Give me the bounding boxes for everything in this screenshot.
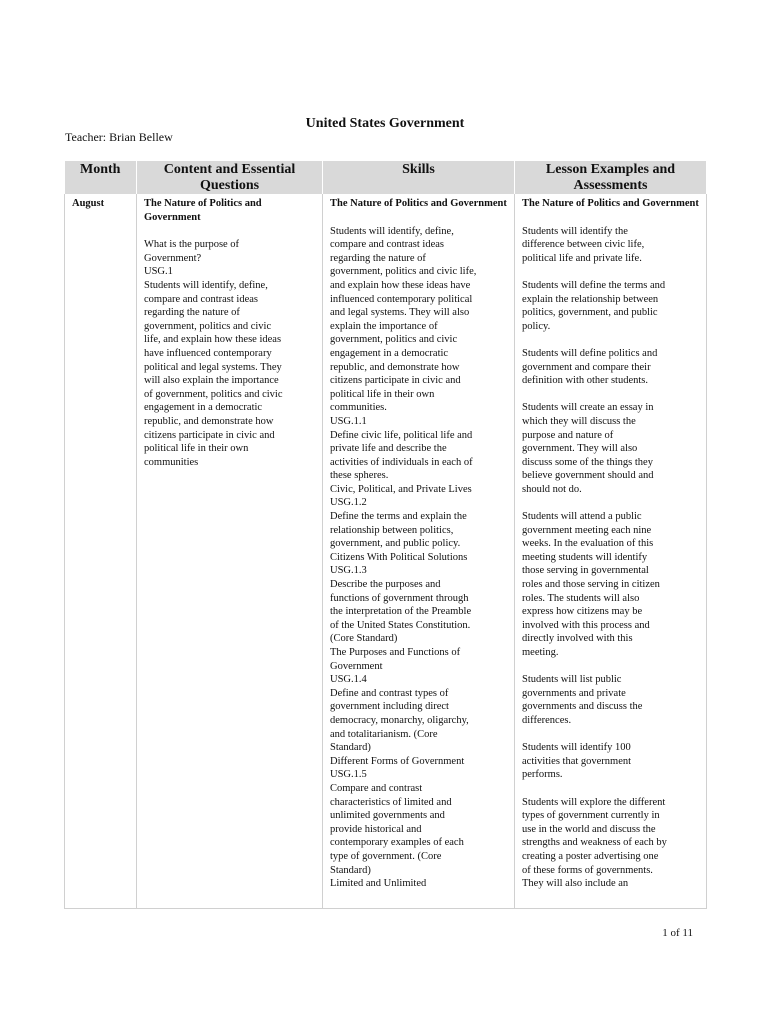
text-line: governments and private — [522, 687, 626, 699]
text-line: regarding the nature of — [144, 307, 240, 319]
text-line: activities of individuals in each of — [330, 456, 473, 468]
text-line: government, politics and civic — [330, 334, 458, 346]
text-line: policy. — [522, 320, 551, 332]
text-line: Define civic life, political life and — [330, 429, 473, 441]
text-line: Students will create an essay in — [522, 402, 654, 414]
text-line: Different Forms of Government — [330, 755, 465, 767]
lessons-heading: The Nature of Politics and Government — [522, 198, 699, 209]
text-line: discuss some of the things they — [522, 456, 653, 468]
text-line: type of government. (Core — [330, 850, 442, 862]
text-line: political life and private life. — [522, 252, 642, 264]
text-line: activities that government — [522, 755, 632, 767]
text-line: engagement in a democratic — [330, 347, 449, 359]
text-line: USG.1.5 — [330, 769, 367, 781]
text-line: characteristics of limited and — [330, 796, 452, 808]
text-line: USG.1.3 — [330, 565, 367, 577]
text-line: contemporary examples of each — [330, 837, 464, 849]
text-line: politics, government, and public — [522, 307, 658, 319]
text-line: Describe the purposes and — [330, 579, 441, 591]
document-title: United States Government — [305, 116, 465, 131]
header-lessons: Lesson Examples and Assessments — [515, 161, 707, 194]
text-line: compare and contrast ideas — [330, 239, 444, 251]
lesson-paragraph — [522, 225, 700, 266]
text-line: these spheres. — [330, 470, 389, 482]
text-line: Government? — [144, 252, 202, 264]
text-line: roles. The students will also — [522, 592, 640, 604]
text-line: Students will identify, define, — [330, 225, 454, 237]
text-line: government, politics and civic — [144, 320, 272, 332]
text-line: government, politics and civic life, — [330, 266, 477, 278]
text-line: democracy, monarchy, oligarchy, — [330, 714, 469, 726]
text-line: Students will list public — [522, 674, 622, 686]
text-line: USG.1 — [144, 266, 173, 278]
text-line: the interpretation of the Preamble — [330, 606, 472, 618]
text-line: engagement in a democratic — [144, 402, 263, 414]
text-line: USG.1.2 — [330, 497, 367, 509]
text-line: Citizens With Political Solutions — [330, 551, 468, 563]
text-line: communities — [144, 456, 199, 468]
text-line: and legal systems. They will also — [330, 307, 470, 319]
text-line: purpose and nature of — [522, 429, 614, 441]
text-line: those serving in governmental — [522, 565, 649, 577]
text-line: Limited and Unlimited — [330, 878, 427, 890]
text-line: weeks. In the evaluation of this — [522, 538, 654, 550]
text-line: government meeting each nine — [522, 524, 652, 536]
text-line: should not do. — [522, 483, 582, 495]
lesson-paragraph — [522, 401, 700, 496]
text-line: private life and describe the — [330, 443, 447, 455]
content-cell — [137, 194, 323, 909]
text-line: Students will define the terms and — [522, 279, 666, 291]
text-line: and totalitarianism. (Core — [330, 728, 438, 740]
text-line: differences. — [522, 714, 572, 726]
skills-text — [330, 225, 508, 891]
lessons-cell — [515, 194, 707, 909]
text-line: relationship between politics, — [330, 524, 454, 536]
skills-cell — [323, 194, 515, 909]
text-line: republic, and demonstrate how — [144, 415, 274, 427]
text-line: of government, politics and civic — [144, 388, 283, 400]
text-line: Students will attend a public — [522, 511, 642, 523]
month-cell: August — [65, 194, 137, 909]
text-line: Students will identify, define, — [144, 279, 268, 291]
text-line: life, and explain how these ideas — [144, 334, 282, 346]
lesson-paragraph — [522, 741, 700, 782]
text-line: Compare and contrast — [330, 782, 423, 794]
text-line: Students will explore the different — [522, 796, 666, 808]
text-line: and explain how these ideas have — [330, 279, 471, 291]
lesson-paragraph — [522, 673, 700, 727]
text-line: performs. — [522, 769, 563, 781]
text-line: explain the relationship between — [522, 293, 659, 305]
lesson-paragraph — [522, 279, 700, 333]
text-line: Standard) — [330, 864, 371, 876]
text-line: creating a poster advertising one — [522, 850, 659, 862]
text-line: use in the world and discuss the — [522, 823, 656, 835]
text-line: Students will define politics and — [522, 347, 658, 359]
table-row — [65, 194, 707, 909]
text-line: Government — [330, 660, 383, 672]
lesson-paragraph — [522, 347, 700, 388]
curriculum-table — [64, 161, 707, 909]
content-text — [144, 238, 316, 469]
text-line: of these forms of governments. — [522, 864, 653, 876]
text-line: government. They will also — [522, 443, 638, 455]
text-line: political life in their own — [144, 443, 249, 455]
text-line: USG.1.4 — [330, 674, 367, 686]
text-line: Standard) — [330, 742, 371, 754]
text-line: explain the importance of — [330, 320, 438, 332]
text-line: roles and those serving in citizen — [522, 579, 660, 591]
table-header-row — [65, 161, 707, 194]
text-line: Define and contrast types of — [330, 687, 449, 699]
text-line: What is the purpose of — [144, 239, 240, 251]
text-line: (Core Standard) — [330, 633, 398, 645]
text-line: of the United States Constitution. — [330, 619, 471, 631]
lessons-text — [522, 225, 700, 891]
text-line: Define the terms and explain the — [330, 511, 467, 523]
text-line: They will also include an — [522, 878, 629, 890]
text-line: influenced contemporary political — [330, 293, 473, 305]
lesson-paragraph — [522, 796, 700, 891]
text-line: USG.1.1 — [330, 415, 367, 427]
text-line: The Purposes and Functions of — [330, 647, 461, 658]
text-line: government, and public policy. — [330, 538, 461, 550]
text-line: definition with other students. — [522, 375, 648, 387]
text-line: government including direct — [330, 701, 449, 713]
page-number: 1 of 11 — [662, 927, 693, 939]
text-line: communities. — [330, 402, 387, 414]
text-line: political life in their own — [330, 388, 435, 400]
content-heading: The Nature of Politics and Government — [144, 198, 262, 223]
text-line: will also explain the importance — [144, 375, 279, 387]
text-line: Civic, Political, and Private Lives — [330, 483, 472, 495]
text-line: regarding the nature of — [330, 252, 426, 264]
text-line: difference between civic life, — [522, 239, 645, 251]
text-line: republic, and demonstrate how — [330, 361, 460, 373]
text-line: provide historical and — [330, 823, 422, 835]
teacher-name: Teacher: Brian Bellew — [65, 130, 173, 144]
text-line: strengths and weakness of each by — [522, 837, 667, 849]
text-line: Students will identify the — [522, 225, 628, 237]
text-line: have influenced contemporary — [144, 347, 272, 359]
lesson-paragraph — [522, 510, 700, 660]
text-line: types of government currently in — [522, 810, 660, 822]
text-line: involved with this process and — [522, 619, 650, 631]
text-line: meeting. — [522, 647, 559, 658]
text-line: Students will identify 100 — [522, 742, 631, 754]
text-line: governments and discuss the — [522, 701, 643, 713]
text-line: express how citizens may be — [522, 606, 643, 618]
text-line: political and legal systems. They — [144, 361, 282, 373]
text-line: citizens participate in civic and — [144, 429, 275, 441]
header-content: Content and Essential Questions — [137, 161, 323, 194]
skills-heading: The Nature of Politics and Government — [330, 198, 507, 209]
header-skills: Skills — [323, 161, 515, 194]
text-line: government and compare their — [522, 361, 651, 373]
text-line: unlimited governments and — [330, 810, 445, 822]
text-line: functions of government through — [330, 592, 469, 604]
header-month: Month — [65, 161, 137, 194]
text-line: believe government should and — [522, 470, 654, 482]
text-line: compare and contrast ideas — [144, 293, 258, 305]
text-line: meeting students will identify — [522, 551, 648, 563]
text-line: directly involved with this — [522, 633, 633, 645]
text-line: citizens participate in civic and — [330, 375, 461, 387]
text-line: which they will discuss the — [522, 415, 636, 427]
